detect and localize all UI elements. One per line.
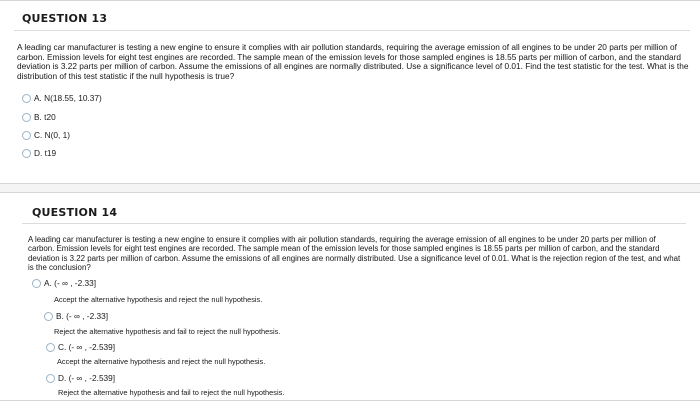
radio-button[interactable]	[22, 113, 31, 122]
q14-option-b-description: Reject the alternative hypothesis and fail to reject the null hypothesis.	[54, 327, 281, 336]
radio-button[interactable]	[46, 343, 55, 352]
q14-option-a[interactable]	[32, 278, 96, 288]
q14-option-c-description: Accept the alternative hypothesis and reject the null hypothesis.	[57, 357, 266, 366]
radio-button[interactable]	[44, 312, 53, 321]
radio-button[interactable]	[32, 279, 41, 288]
question-13-block	[0, 0, 700, 184]
q14-option-b[interactable]	[44, 311, 108, 321]
question-13-divider	[14, 30, 690, 31]
q13-option-b[interactable]	[22, 112, 56, 122]
q13-option-a-label: A. N(18.55, 10.37)	[34, 93, 102, 103]
radio-button[interactable]	[22, 149, 31, 158]
q14-option-c-label: C. (- ∞ , -2.539]	[58, 342, 116, 352]
q14-option-d-description: Reject the alternative hypothesis and fail to reject the null hypothesis.	[58, 388, 285, 397]
q13-option-b-label: B. t20	[34, 112, 56, 122]
q13-option-a[interactable]	[22, 93, 102, 103]
q13-option-c-label: C. N(0, 1)	[34, 130, 70, 140]
q14-option-b-label: B. (- ∞ , -2.33]	[56, 311, 109, 321]
question-14-text: A leading car manufacturer is testing a new engine to ensure it complies with air pollution standards, requiring the average emission of all engines to be under 20 parts per million of carbon. Emission levels for eight test engines are recorded. The sample mean of the emission levels for those sampled engines is 18.55 parts per million of carbon, and the standard deviation is 3.22 parts per million of carbon. Assume the emissions of all engines are normally distributed. Use a significance level of 0.01. What is the rejection region of the test, and what is the conclusion?	[28, 235, 681, 273]
q14-option-c[interactable]	[46, 342, 115, 352]
question-14-divider	[22, 223, 686, 224]
q13-option-c[interactable]	[22, 130, 70, 140]
question-13-title: QUESTION 13	[22, 12, 108, 25]
q14-option-a-description: Accept the alternative hypothesis and reject the null hypothesis.	[54, 295, 263, 304]
question-14-title: QUESTION 14	[32, 206, 118, 219]
question-14-block	[0, 192, 700, 401]
radio-button[interactable]	[22, 94, 31, 103]
q13-option-d[interactable]	[22, 148, 56, 158]
radio-button[interactable]	[22, 131, 31, 140]
radio-button[interactable]	[46, 374, 55, 383]
question-13-text: A leading car manufacturer is testing a new engine to ensure it complies with air pollution standards, requiring the average emission of all engines to be under 20 parts per million of carbon. Emission levels for eight test engines are recorded. The sample mean of the emission levels for those sampled engines is 18.55 parts per million of carbon, and the standard deviation is 3.22 parts per million of carbon. Assume the emissions of all engines are normally distributed. Use a significance level of 0.01. Find the test statistic for the test. What is the distribution of this test statistic if the null hypothesis is true?	[17, 42, 689, 82]
q14-option-a-label: A. (- ∞ , -2.33]	[44, 278, 97, 288]
q14-option-d[interactable]	[46, 373, 115, 383]
q13-option-d-label: D. t19	[34, 148, 57, 158]
q14-option-d-label: D. (- ∞ , -2.539]	[58, 373, 116, 383]
